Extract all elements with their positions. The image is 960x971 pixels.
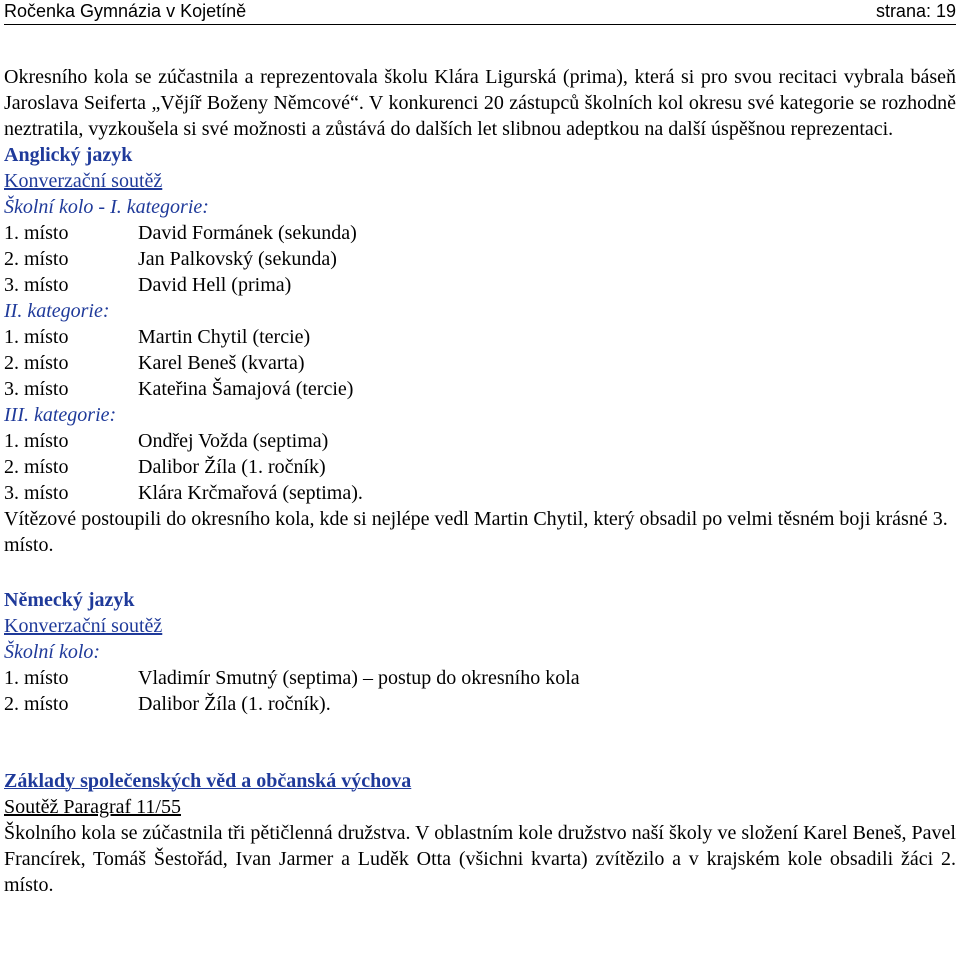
english-cat2-label: II. kategorie: — [4, 300, 110, 322]
header-divider — [4, 24, 956, 25]
english-heading: Anglický jazyk — [4, 144, 133, 166]
list-item: 2. místo Dalibor Žíla (1. ročník) — [4, 456, 326, 478]
header-title: Ročenka Gymnázia v Kojetíně — [4, 1, 247, 21]
list-item: 1. místo David Formánek (sekunda) — [4, 222, 357, 244]
list-item: 2. místo Karel Beneš (kvarta) — [4, 352, 305, 374]
list-item: 3. místo David Hell (prima) — [4, 274, 292, 296]
english-round: Školní kolo - I. kategorie: — [4, 196, 209, 218]
civics-paragraph: Školního kola se zúčastnila tři pětičlenná družstva. V oblastním kole družstvo naší školy ve složení Karel Beneš, Pavel Francírek, Tomáš Šestořád, Ivan Jarmer a Luděk Otta (všichni kvarta) zvítězilo a v krajském kole obsadili žáci 2. místo. — [4, 822, 956, 896]
list-item: 1. místo Ondřej Vožda (septima) — [4, 430, 329, 452]
list-item: 1. místo Vladimír Smutný (septima) – postup do okresního kola — [4, 667, 580, 689]
list-item: 3. místo Kateřina Šamajová (tercie) — [4, 378, 354, 400]
english-contest: Konverzační soutěž — [4, 170, 163, 192]
civics-contest: Soutěž Paragraf 11/55 — [4, 796, 181, 818]
german-round: Školní kolo: — [4, 641, 101, 663]
list-item: 2. místo Jan Palkovský (sekunda) — [4, 248, 337, 270]
german-heading: Německý jazyk — [4, 589, 135, 611]
list-item: 2. místo Dalibor Žíla (1. ročník). — [4, 693, 331, 715]
page-header — [4, 0, 956, 22]
intro-paragraph: Okresního kola se zúčastnila a reprezentovala školu Klára Ligurská (prima), která si pro svou recitaci vybrala báseň Jaroslava Seiferta „Vějíř Boženy Němcové“. V konkurenci 20 zástupců školních kol okresu své kategorie se rozhodně neztratila, vyzkoušela si své možnosti a zůstává do dalších let slibnou adeptkou na další úspěšnou reprezentaci. — [4, 66, 956, 140]
german-contest: Konverzační soutěž — [4, 615, 163, 637]
list-item: 1. místo Martin Chytil (tercie) — [4, 326, 311, 348]
civics-heading: Základy společenských věd a občanská výchova — [4, 770, 412, 792]
document-body — [4, 64, 956, 898]
english-note: Vítězové postoupili do okresního kola, kde si nejlépe vedl Martin Chytil, který obsadil po velmi těsném boji krásné 3. místo. — [4, 508, 948, 556]
page-number: strana: 19 — [875, 1, 956, 21]
english-cat3-label: III. kategorie: — [4, 404, 117, 426]
list-item: 3. místo Klára Krčmařová (septima). — [4, 482, 363, 504]
